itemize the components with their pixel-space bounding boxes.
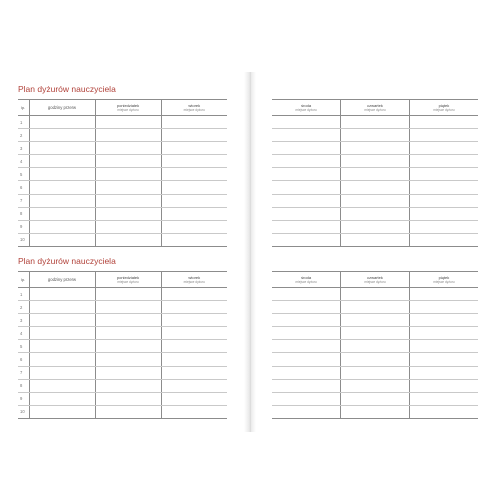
row-number: 1 (18, 116, 29, 129)
duty-place-cell[interactable] (272, 340, 341, 353)
duty-place-cell[interactable] (161, 366, 227, 379)
hours-cell[interactable] (29, 366, 95, 379)
duty-place-cell[interactable] (272, 392, 341, 405)
duty-table-right (272, 99, 478, 247)
duty-place-cell[interactable] (161, 379, 227, 392)
table-row (18, 168, 227, 181)
duty-place-cell[interactable] (95, 181, 161, 194)
duty-place-cell[interactable] (95, 314, 161, 327)
row-number: 1 (18, 288, 29, 301)
day-name: wtorek (188, 275, 201, 280)
hours-cell[interactable] (29, 233, 95, 246)
duty-place-cell[interactable] (341, 353, 410, 366)
duty-place-cell[interactable] (409, 314, 478, 327)
row-number: 8 (18, 207, 29, 220)
place-subheader: miejsce dyżuru (433, 280, 455, 284)
duty-place-cell[interactable] (409, 288, 478, 301)
table-row (18, 181, 227, 194)
table-row (18, 379, 227, 392)
duty-place-cell[interactable] (95, 405, 161, 418)
hours-cell[interactable] (29, 207, 95, 220)
duty-place-cell[interactable] (409, 142, 478, 155)
duty-place-cell[interactable] (161, 353, 227, 366)
duty-place-cell[interactable] (409, 194, 478, 207)
duty-place-cell[interactable] (95, 194, 161, 207)
hours-cell[interactable] (29, 340, 95, 353)
place-subheader: miejsce dyżuru (295, 280, 317, 284)
row-number: 3 (18, 314, 29, 327)
duty-place-cell[interactable] (409, 340, 478, 353)
duty-place-cell[interactable] (272, 233, 341, 246)
table-header-row (18, 100, 227, 116)
duty-place-cell[interactable] (161, 392, 227, 405)
hours-column-header: godziny przerw (29, 100, 95, 116)
table-row (272, 301, 478, 314)
row-number: 10 (18, 233, 29, 246)
hours-cell[interactable] (29, 392, 95, 405)
duty-table-left (18, 271, 227, 419)
duty-place-cell[interactable] (272, 379, 341, 392)
row-number: 2 (18, 129, 29, 142)
duty-place-cell[interactable] (95, 129, 161, 142)
day-column-header (409, 272, 478, 288)
duty-place-cell[interactable] (161, 181, 227, 194)
table-row (272, 379, 478, 392)
duty-place-cell[interactable] (272, 353, 341, 366)
table-row (272, 168, 478, 181)
duty-place-cell[interactable] (272, 301, 341, 314)
duty-place-cell[interactable] (161, 405, 227, 418)
duty-place-cell[interactable] (161, 314, 227, 327)
duty-place-cell[interactable] (161, 142, 227, 155)
left-page (8, 72, 244, 432)
duty-place-cell[interactable] (95, 392, 161, 405)
duty-place-cell[interactable] (95, 379, 161, 392)
table-row (272, 233, 478, 246)
duty-place-cell[interactable] (95, 142, 161, 155)
duty-place-cell[interactable] (341, 181, 410, 194)
day-name: czwartek (367, 103, 383, 108)
table-row (272, 288, 478, 301)
hours-cell[interactable] (29, 353, 95, 366)
duty-place-cell[interactable] (95, 288, 161, 301)
day-column-header (341, 272, 410, 288)
duty-place-cell[interactable] (161, 194, 227, 207)
hours-cell[interactable] (29, 194, 95, 207)
duty-place-cell[interactable] (272, 314, 341, 327)
duty-place-cell[interactable] (341, 314, 410, 327)
duty-place-cell[interactable] (272, 181, 341, 194)
row-number: 5 (18, 168, 29, 181)
duty-place-cell[interactable] (409, 392, 478, 405)
table-header-row (272, 272, 478, 288)
place-subheader: miejsce dyżuru (183, 108, 205, 112)
duty-table-left (18, 99, 227, 247)
duty-place-cell[interactable] (409, 379, 478, 392)
duty-place-cell[interactable] (341, 155, 410, 168)
duty-place-cell[interactable] (272, 220, 341, 233)
duty-place-cell[interactable] (272, 288, 341, 301)
table-row (18, 340, 227, 353)
table-row (18, 194, 227, 207)
table-row (18, 314, 227, 327)
duty-place-cell[interactable] (95, 301, 161, 314)
hours-cell[interactable] (29, 155, 95, 168)
duty-place-cell[interactable] (272, 168, 341, 181)
duty-place-cell[interactable] (409, 405, 478, 418)
table-row (272, 405, 478, 418)
hours-cell[interactable] (29, 379, 95, 392)
duty-place-cell[interactable] (272, 366, 341, 379)
duty-place-cell[interactable] (409, 181, 478, 194)
table-row (272, 194, 478, 207)
right-page (256, 72, 492, 432)
duty-place-cell[interactable] (272, 405, 341, 418)
table-row (18, 220, 227, 233)
place-subheader: miejsce dyżuru (117, 280, 139, 284)
place-subheader: miejsce dyżuru (295, 108, 317, 112)
duty-place-cell[interactable] (341, 207, 410, 220)
section-title: Plan dyżurów nauczyciela (18, 84, 116, 94)
duty-place-cell[interactable] (95, 353, 161, 366)
hours-cell[interactable] (29, 168, 95, 181)
duty-place-cell[interactable] (272, 327, 341, 340)
table-row (272, 129, 478, 142)
duty-place-cell[interactable] (272, 155, 341, 168)
row-number: 9 (18, 392, 29, 405)
table-header-row (272, 100, 478, 116)
place-subheader: miejsce dyżuru (364, 108, 386, 112)
day-column-header (272, 100, 341, 116)
table-row (272, 155, 478, 168)
duty-place-cell[interactable] (341, 366, 410, 379)
duty-place-cell[interactable] (95, 340, 161, 353)
duty-place-cell[interactable] (161, 327, 227, 340)
day-name: czwartek (367, 275, 383, 280)
duty-place-cell[interactable] (95, 327, 161, 340)
day-name: piątek (438, 275, 450, 280)
duty-place-cell[interactable] (341, 233, 410, 246)
day-column-header (341, 100, 410, 116)
duty-place-cell[interactable] (161, 207, 227, 220)
table-row (18, 366, 227, 379)
day-name: piątek (438, 103, 450, 108)
duty-place-cell[interactable] (409, 168, 478, 181)
table-header-row (18, 272, 227, 288)
table-row (272, 327, 478, 340)
duty-place-cell[interactable] (341, 194, 410, 207)
duty-place-cell[interactable] (95, 116, 161, 129)
duty-place-cell[interactable] (341, 129, 410, 142)
duty-place-cell[interactable] (409, 207, 478, 220)
duty-place-cell[interactable] (161, 220, 227, 233)
place-subheader: miejsce dyżuru (183, 280, 205, 284)
duty-place-cell[interactable] (95, 366, 161, 379)
section-title: Plan dyżurów nauczyciela (18, 256, 116, 266)
row-number: 5 (18, 340, 29, 353)
duty-place-cell[interactable] (95, 168, 161, 181)
duty-place-cell[interactable] (409, 220, 478, 233)
day-column-header (161, 100, 227, 116)
hours-cell[interactable] (29, 314, 95, 327)
hours-cell[interactable] (29, 220, 95, 233)
table-row (18, 353, 227, 366)
duty-place-cell[interactable] (161, 116, 227, 129)
place-subheader: miejsce dyżuru (364, 280, 386, 284)
duty-place-cell[interactable] (341, 392, 410, 405)
table-row (272, 220, 478, 233)
duty-place-cell[interactable] (341, 379, 410, 392)
table-row (18, 288, 227, 301)
day-column-header (95, 100, 161, 116)
table-row (18, 233, 227, 246)
table-row (272, 353, 478, 366)
hours-cell[interactable] (29, 129, 95, 142)
table-row (18, 392, 227, 405)
duty-place-cell[interactable] (161, 129, 227, 142)
table-row (272, 392, 478, 405)
book-gutter (244, 72, 256, 432)
day-column-header (409, 100, 478, 116)
duty-place-cell[interactable] (409, 116, 478, 129)
place-subheader: miejsce dyżuru (117, 108, 139, 112)
table-row (272, 366, 478, 379)
duty-place-cell[interactable] (409, 301, 478, 314)
duty-place-cell[interactable] (341, 327, 410, 340)
duty-place-cell[interactable] (161, 168, 227, 181)
day-column-header (95, 272, 161, 288)
duty-place-cell[interactable] (341, 168, 410, 181)
duty-place-cell[interactable] (272, 116, 341, 129)
hours-column-header: godziny przerw (29, 272, 95, 288)
duty-place-cell[interactable] (341, 142, 410, 155)
duty-place-cell[interactable] (409, 353, 478, 366)
table-row (272, 116, 478, 129)
hours-cell[interactable] (29, 181, 95, 194)
day-name: wtorek (188, 103, 201, 108)
row-number: 6 (18, 353, 29, 366)
day-column-header (161, 272, 227, 288)
duty-place-cell[interactable] (341, 220, 410, 233)
duty-place-cell[interactable] (341, 288, 410, 301)
duty-place-cell[interactable] (341, 116, 410, 129)
table-row (18, 129, 227, 142)
duty-place-cell[interactable] (272, 129, 341, 142)
hours-cell[interactable] (29, 288, 95, 301)
table-row (18, 327, 227, 340)
duty-place-cell[interactable] (161, 288, 227, 301)
table-row (18, 405, 227, 418)
table-row (272, 314, 478, 327)
table-row (18, 207, 227, 220)
duty-place-cell[interactable] (341, 301, 410, 314)
row-number: 3 (18, 142, 29, 155)
row-number: 4 (18, 327, 29, 340)
table-row (272, 142, 478, 155)
duty-place-cell[interactable] (95, 155, 161, 168)
duty-place-cell[interactable] (95, 207, 161, 220)
duty-place-cell[interactable] (341, 405, 410, 418)
number-column-header: lp. (18, 272, 29, 288)
row-number: 10 (18, 405, 29, 418)
row-number: 7 (18, 366, 29, 379)
duty-place-cell[interactable] (95, 233, 161, 246)
table-row (272, 207, 478, 220)
duty-place-cell[interactable] (161, 155, 227, 168)
row-number: 7 (18, 194, 29, 207)
day-name: środa (301, 103, 312, 108)
duty-place-cell[interactable] (272, 207, 341, 220)
duty-place-cell[interactable] (409, 366, 478, 379)
table-row (18, 116, 227, 129)
day-column-header (272, 272, 341, 288)
duty-table-right (272, 271, 478, 419)
hours-cell[interactable] (29, 116, 95, 129)
duty-place-cell[interactable] (409, 327, 478, 340)
duty-place-cell[interactable] (161, 340, 227, 353)
hours-cell[interactable] (29, 405, 95, 418)
number-column-header: lp. (18, 100, 29, 116)
row-number: 9 (18, 220, 29, 233)
duty-place-cell[interactable] (409, 155, 478, 168)
duty-place-cell[interactable] (272, 142, 341, 155)
day-name: środa (301, 275, 312, 280)
duty-place-cell[interactable] (95, 220, 161, 233)
hours-cell[interactable] (29, 142, 95, 155)
row-number: 2 (18, 301, 29, 314)
duty-place-cell[interactable] (161, 233, 227, 246)
duty-place-cell[interactable] (409, 233, 478, 246)
duty-place-cell[interactable] (272, 194, 341, 207)
table-row (18, 301, 227, 314)
row-number: 8 (18, 379, 29, 392)
row-number: 4 (18, 155, 29, 168)
table-row (18, 142, 227, 155)
duty-place-cell[interactable] (341, 340, 410, 353)
day-name: poniedziałek (116, 103, 140, 108)
table-row (272, 181, 478, 194)
day-name: poniedziałek (116, 275, 140, 280)
hours-cell[interactable] (29, 301, 95, 314)
row-number: 6 (18, 181, 29, 194)
table-row (18, 155, 227, 168)
place-subheader: miejsce dyżuru (433, 108, 455, 112)
hours-cell[interactable] (29, 327, 95, 340)
table-row (272, 340, 478, 353)
duty-place-cell[interactable] (409, 129, 478, 142)
duty-place-cell[interactable] (161, 301, 227, 314)
